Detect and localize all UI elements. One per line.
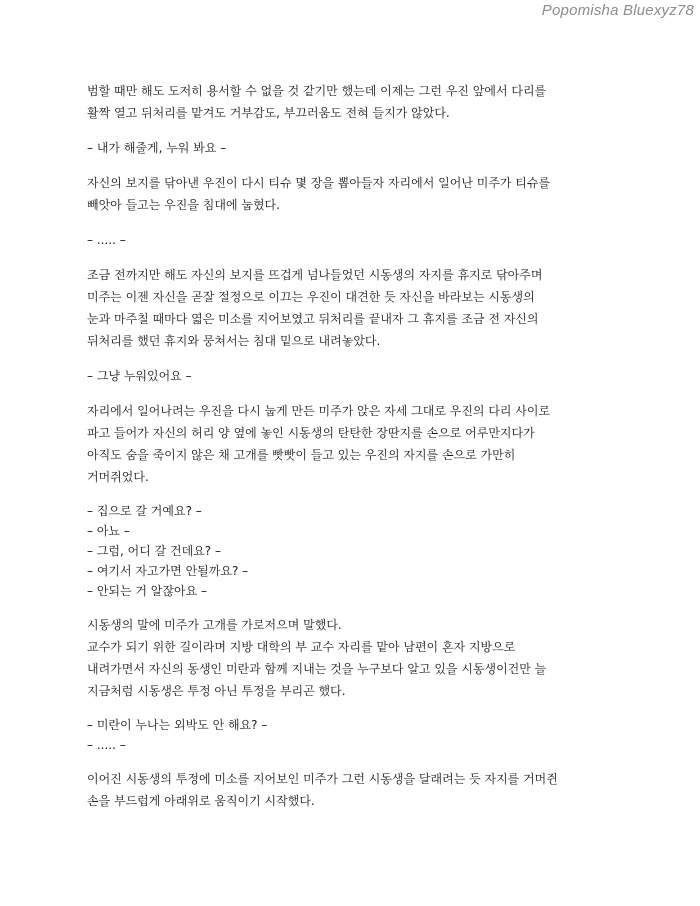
text-line: – 내가 해줄게, 누워 봐요 – <box>87 141 227 155</box>
paragraph <box>87 264 617 352</box>
text-line: – 그냥 누워있어요 – <box>87 369 192 383</box>
text-line: 손을 부드럽게 아래위로 움직이기 시작했다. <box>87 794 315 808</box>
document-body <box>87 80 617 825</box>
paragraph <box>87 80 617 124</box>
text-line: 눈과 마주칠 때마다 엷은 미소를 지어보였고 뒤처리를 끝내자 그 휴지를 조금 전 자신의 <box>87 312 539 326</box>
paragraph <box>87 365 617 387</box>
text-line: 이어진 시동생의 투정에 미소를 지어보인 미주가 그런 시동생을 달래려는 듯 자지를 거머쥔 <box>87 772 558 786</box>
text-line: 범할 때만 해도 도저히 용서할 수 없을 것 같기만 했는데 이제는 그런 우진 앞에서 다리를 <box>87 84 547 98</box>
text-line: 활짝 열고 뒤처리를 맡겨도 거부감도, 부끄러움도 전혀 들지가 않았다. <box>87 106 450 120</box>
watermark: Popomisha Bluexyz78 <box>541 2 694 19</box>
text-line: 뒤처리를 했던 휴지와 뭉쳐서는 침대 밑으로 내려놓았다. <box>87 334 381 348</box>
dialog-line: – ..... – <box>87 738 126 752</box>
paragraph <box>87 172 617 216</box>
dialog-group <box>87 501 617 601</box>
dialog-line: – 안되는 거 알잖아요 – <box>87 584 207 598</box>
paragraph <box>87 229 617 251</box>
text-line: 교수가 되기 위한 길이라며 지방 대학의 부 교수 자리를 맡아 남편이 혼자 지방으로 <box>87 640 516 654</box>
text-line: 파고 들어가 자신의 허리 양 옆에 놓인 시동생의 탄탄한 장딴지를 손으로 어루만지다가 <box>87 426 535 440</box>
text-line: 자신의 보지를 닦아낸 우진이 다시 티슈 몇 장을 뽑아들자 자리에서 일어난 미주가 티슈를 <box>87 176 551 190</box>
text-line: 내려가면서 자신의 동생인 미란과 함께 지내는 것을 누구보다 알고 있을 시동생이건만 늘 <box>87 662 547 676</box>
paragraph <box>87 400 617 488</box>
dialog-line: – 집으로 갈 거예요? – <box>87 504 202 518</box>
text-line: 자리에서 일어나려는 우진을 다시 눕게 만든 미주가 앉은 자세 그대로 우진의 다리 사이로 <box>87 404 551 418</box>
text-line: 조금 전까지만 해도 자신의 보지를 뜨겁게 넘나들었던 시동생의 자지를 휴지로 닦아주며 <box>87 268 543 282</box>
dialog-line: – 미란이 누나는 외박도 안 해요? – <box>87 718 268 732</box>
text-line: – ..... – <box>87 233 126 247</box>
text-line: 거머쥐었다. <box>87 470 149 484</box>
text-line: 미주는 이젠 자신을 곧잘 절정으로 이끄는 우진이 대견한 듯 자신을 바라보는 시동생의 <box>87 290 535 304</box>
paragraph <box>87 137 617 159</box>
dialog-line: – 그럼, 어디 갈 건데요? – <box>87 544 221 558</box>
dialog-line: – 여기서 자고가면 안될까요? – <box>87 564 249 578</box>
paragraph <box>87 768 617 812</box>
dialog-line: – 아뇨 – <box>87 524 130 538</box>
text-line: 시동생의 말에 미주가 고개를 가로저으며 말했다. <box>87 618 342 632</box>
text-line: 아직도 숨을 죽이지 않은 채 고개를 빳빳이 들고 있는 우진의 자지를 손으로 가만히 <box>87 448 516 462</box>
text-line: 지금처럼 시동생은 투정 아닌 투정을 부리곤 했다. <box>87 684 346 698</box>
dialog-group <box>87 715 617 755</box>
text-line: 빼앗아 들고는 우진을 침대에 눕혔다. <box>87 198 280 212</box>
paragraph <box>87 614 617 702</box>
